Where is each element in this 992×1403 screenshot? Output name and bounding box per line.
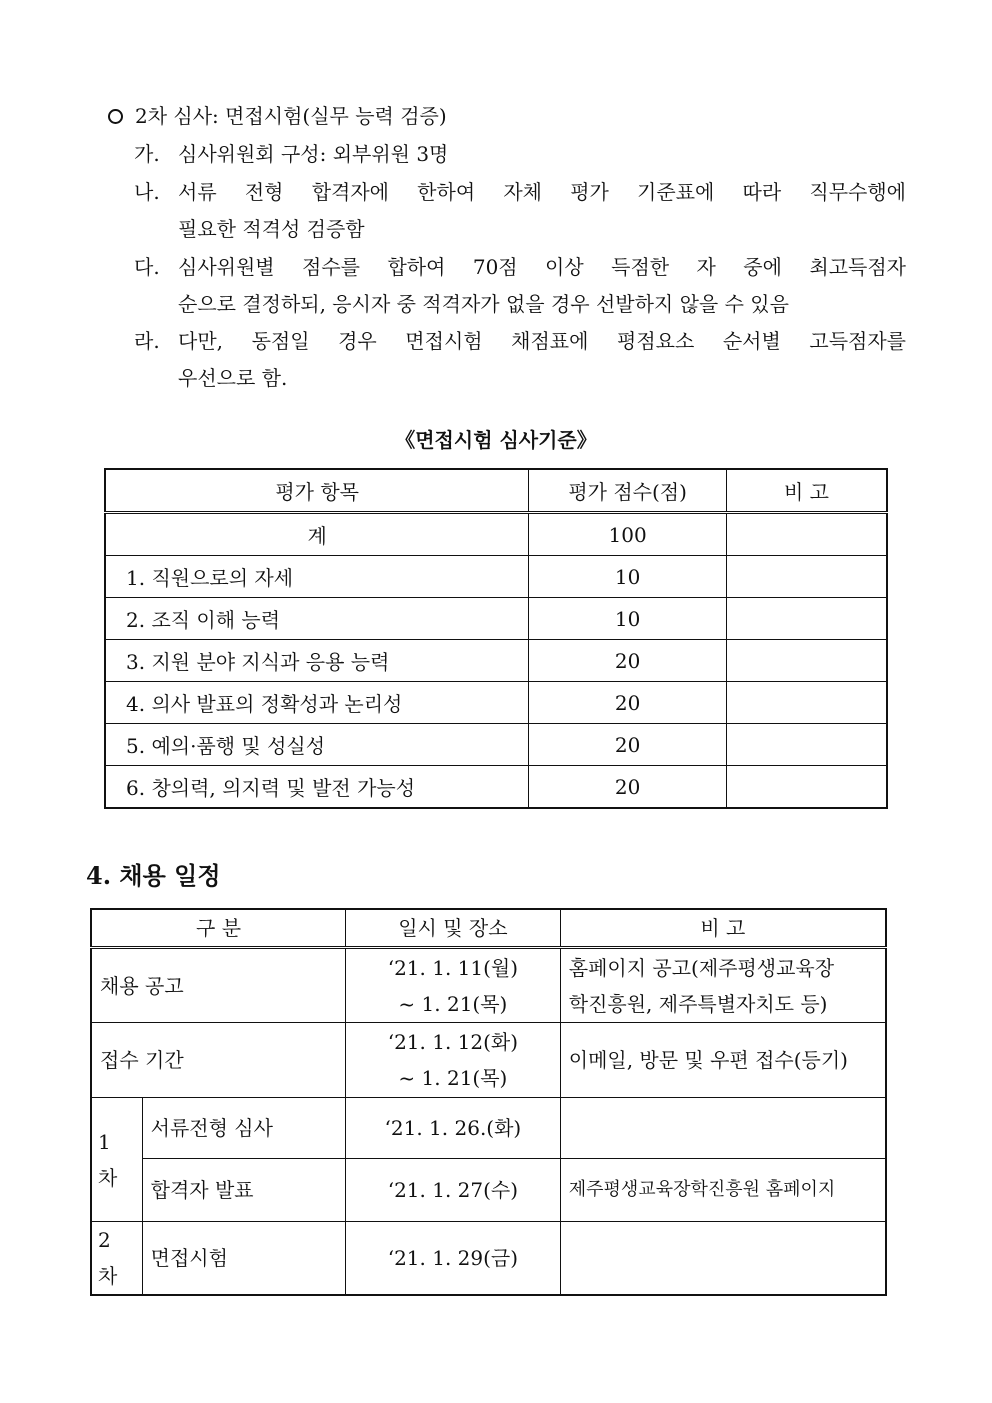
column-header: 구 분 [91, 909, 346, 948]
stage-label-line: 2 [98, 1228, 111, 1252]
list-item-text: 우선으로 함. [178, 366, 288, 390]
schedule-date-line: ‘21. 1. 12(화) [387, 1030, 519, 1054]
table-row-total [105, 513, 887, 556]
stage1-label [91, 1098, 142, 1222]
schedule-note: 제주평생교육장학진흥원 홈페이지 [560, 1159, 886, 1222]
table-row [105, 766, 887, 809]
criteria-score: 20 [529, 766, 727, 809]
schedule-date: ‘21. 1. 29(금) [346, 1222, 561, 1296]
criteria-label: 5. 예의·품행 및 성실성 [105, 724, 529, 766]
criteria-score: 20 [529, 682, 727, 724]
criteria-score: 20 [529, 640, 727, 682]
table-row [91, 948, 886, 1023]
column-header: 비 고 [560, 909, 886, 948]
table-row [105, 682, 887, 724]
table-row [105, 724, 887, 766]
list-item [134, 136, 906, 173]
table-row [91, 1222, 886, 1296]
table-row [105, 556, 887, 598]
criteria-note [726, 682, 887, 724]
schedule-date [346, 948, 561, 1023]
criteria-note [726, 766, 887, 809]
list-item-text: 필요한 적격성 검증함 [178, 217, 365, 241]
column-header: 평가 항목 [105, 469, 529, 513]
table-header-row [91, 909, 886, 948]
schedule-date-line: ~ 1. 21(목) [398, 1066, 508, 1090]
criteria-note [726, 556, 887, 598]
criteria-note [726, 640, 887, 682]
schedule-date-line: ‘21. 1. 11(월) [387, 955, 519, 980]
column-header: 평가 점수(점) [529, 469, 727, 513]
schedule-label: 접수 기간 [91, 1023, 346, 1098]
table-row [105, 640, 887, 682]
list-marker: 다. [134, 255, 160, 279]
criteria-label: 4. 의사 발표의 정확성과 논리성 [105, 682, 529, 724]
criteria-table-title: 《면접시험 심사기준》 [395, 428, 597, 452]
schedule-label: 면접시험 [142, 1222, 345, 1296]
list-item [134, 174, 906, 248]
total-label: 계 [105, 513, 529, 556]
total-note [726, 513, 887, 556]
schedule-note [560, 1098, 886, 1159]
criteria-score: 20 [529, 724, 727, 766]
schedule-table [90, 908, 887, 1296]
criteria-label: 6. 창의력, 의지력 및 발전 가능성 [105, 766, 529, 809]
criteria-label: 3. 지원 분야 지식과 응용 능력 [105, 640, 529, 682]
schedule-label: 서류전형 심사 [142, 1098, 345, 1159]
table-header-row [105, 469, 887, 513]
schedule-note: 이메일, 방문 및 우편 접수(등기) [560, 1023, 886, 1098]
stage-label-line: 차 [98, 1264, 118, 1288]
schedule-label: 합격자 발표 [142, 1159, 345, 1222]
table-row [105, 598, 887, 640]
list-marker: 라. [134, 329, 160, 353]
table-row [91, 1023, 886, 1098]
schedule-date: ‘21. 1. 27(수) [346, 1159, 561, 1222]
section-title: 4. 채용 일정 [86, 861, 221, 890]
stage2-label [91, 1222, 142, 1296]
schedule-note-line: 학진흥원, 제주특별자치도 등) [568, 991, 828, 1016]
stage-label-line: 1 [98, 1129, 111, 1154]
bullet-heading-text: 2차 심사: 면접시험(실무 능력 검증) [135, 104, 447, 128]
criteria-note [726, 724, 887, 766]
schedule-date [346, 1023, 561, 1098]
table-row [91, 1159, 886, 1222]
list-item-text: 심사위원회 구성: 외부위원 3명 [178, 142, 449, 166]
criteria-score: 10 [529, 598, 727, 640]
schedule-note [560, 948, 886, 1023]
list-item-text: 서류 전형 합격자에 한하여 자체 평가 기준표에 따라 직무수행에 [178, 180, 906, 204]
table-row [91, 1098, 886, 1159]
list-item-text: 심사위원별 점수를 합하여 70점 이상 득점한 자 중에 최고득점자 [178, 255, 906, 279]
criteria-table [104, 468, 888, 809]
schedule-label: 채용 공고 [91, 948, 346, 1023]
list-marker: 나. [134, 180, 160, 204]
total-score: 100 [529, 513, 727, 556]
list-marker: 가. [134, 142, 160, 166]
criteria-score: 10 [529, 556, 727, 598]
schedule-date: ‘21. 1. 26.(화) [346, 1098, 561, 1159]
list-item-text: 순으로 결정하되, 응시자 중 적격자가 없을 경우 선발하지 않을 수 있음 [178, 292, 789, 316]
criteria-note [726, 598, 887, 640]
column-header: 일시 및 장소 [346, 909, 561, 948]
stage-label-line: 차 [98, 1165, 118, 1190]
schedule-note-line: 홈페이지 공고(제주평생교육장 [568, 955, 835, 980]
bullet-heading [108, 100, 447, 132]
column-header: 비 고 [726, 469, 887, 513]
schedule-date-line: ~ 1. 21(목) [398, 991, 508, 1016]
criteria-label: 1. 직원으로의 자세 [105, 556, 529, 598]
criteria-label: 2. 조직 이해 능력 [105, 598, 529, 640]
schedule-note [560, 1222, 886, 1296]
list-item [134, 323, 906, 397]
hollow-circle-bullet-icon [108, 109, 123, 124]
list-item [134, 249, 906, 323]
list-item-text: 다만, 동점일 경우 면접시험 채점표에 평점요소 순서별 고득점자를 [178, 329, 906, 353]
